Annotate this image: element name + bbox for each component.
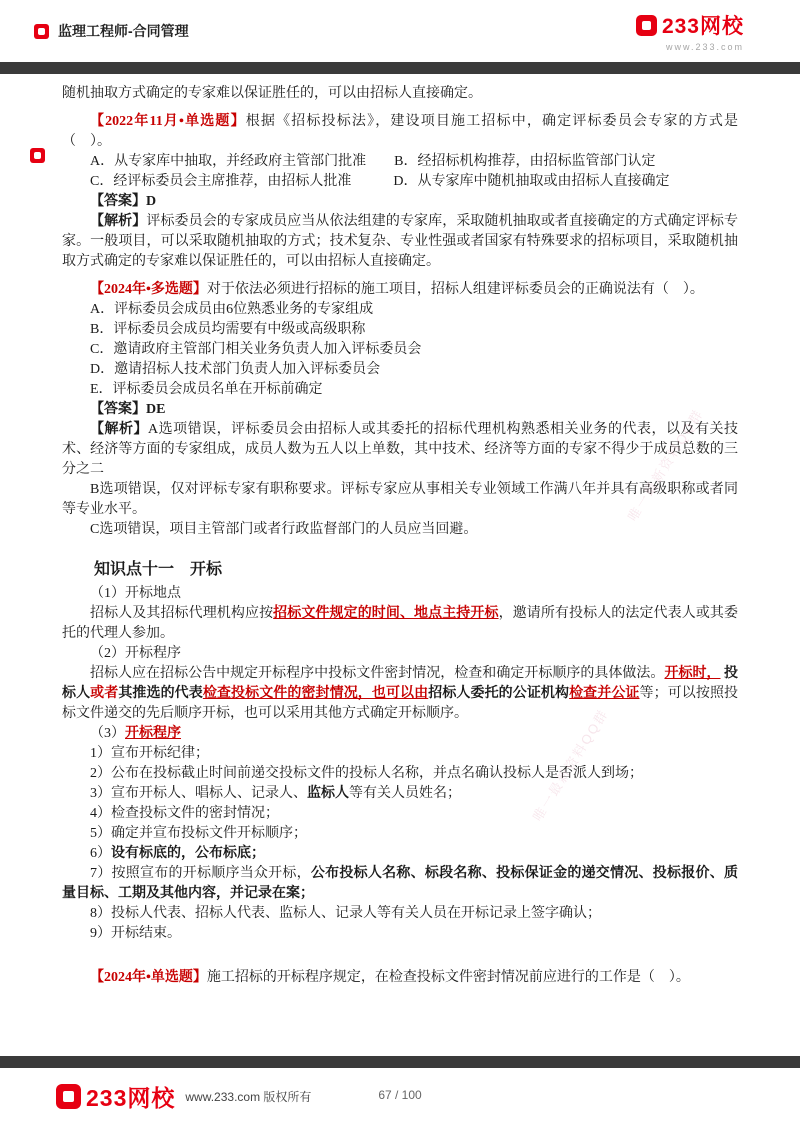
footer-brand-name: 233网校 (86, 1085, 176, 1111)
paragraph (62, 844, 738, 864)
text-run: （1）开标地点 (90, 586, 181, 601)
paragraph (62, 420, 738, 480)
text-run: A选项错误，评标委员会由招标人或其委托的招标代理机构熟悉相关业务的代表，以及有关技术、经济等方面的专家组成，成员人数为五人以上单数，其中技术、经济等方面的专家不得少于成员总数的三分之二 (62, 422, 739, 477)
text-run: 施工招标的开标程序规定，在检查投标文件密封情况前应进行的工作是（ ）。 (206, 970, 690, 985)
text-run: 对于依法必须进行招标的施工项目，招标人组建评标委员会的正确说法有（ ）。 (206, 282, 704, 297)
bottom-divider-bar (0, 1056, 800, 1068)
text-run: 9）开标结束。 (90, 926, 181, 941)
text-run: 等；可以按照投标文件递交的先后顺序开标，也可以采用其他方式确定开标顺序。 (62, 686, 739, 721)
text-run: B选项错误，仅对评标专家有职称要求。评标专家应从事相关专业领域工作满八年并具有高级职称或者同等专业水平。 (62, 482, 738, 517)
text-run: 监标人 (307, 786, 349, 801)
text-run: 【答案】D (90, 194, 157, 209)
paragraph (62, 280, 738, 300)
text-run: 根据《招标投标法》，建设项目施工招标中，确定评标委员会专家的方式是（ ）。 (62, 114, 738, 149)
text-run: 4）检查投标文件的密封情况； (90, 806, 279, 821)
text-run: 【解析】 (90, 422, 148, 437)
text-run: 公布投标人名称、标段名称、投标保证金的递交情况、投标报价、质量目标、工期及其他内容，并记录在案； (62, 866, 739, 901)
paragraph (62, 84, 738, 104)
text-run: 8）投标人代表、招标人代表、监标人、记录人等有关人员在开标记录上签字确认； (90, 906, 601, 921)
text-run: 检查投标文件的密封情况，也可以由 (202, 686, 429, 701)
page-number: 67 / 100 (378, 1088, 422, 1102)
paragraph (62, 644, 738, 664)
paragraph (62, 784, 738, 804)
question-marker-icon (30, 148, 45, 163)
text-run: 2）公布在投标截止时间前递交投标文件的投标人名称，并点名确认投标人是否派人到场； (90, 766, 643, 781)
text-run: A．评标委员会成员由6位熟悉业务的专家组成 (90, 302, 374, 317)
text-run: C．经评标委员会主席推荐，由招标人批准 D．从专家库中随机抽取或由招标人直接确定 (90, 174, 670, 189)
text-run: 6） (90, 846, 111, 861)
text-run: 3）宣布开标人、唱标人、记录人、 (90, 786, 307, 801)
paragraph (62, 320, 738, 340)
paragraph (62, 664, 738, 724)
watermark: 唯一最新资料QQ群 (529, 706, 612, 824)
footer (0, 1068, 800, 1132)
text-run: 招标文件规定的时间、地点主持开标 (273, 606, 499, 621)
paragraph (62, 824, 738, 844)
text-run: （3） (90, 726, 125, 741)
text-run: 招标人应在招标公告中规定开标程序中投标文件密封情况，检查和确定开标顺序的具体做法。 (90, 666, 665, 681)
text-run: 其推选的代表 (118, 686, 203, 701)
text-run: 检查并公证 (569, 686, 640, 701)
paragraph (62, 380, 738, 400)
brand-name: 233网校 (661, 15, 744, 38)
text-run: 或者 (90, 686, 119, 701)
brand-row (636, 10, 744, 40)
text-run: 【2024年•单选题】 (90, 970, 207, 985)
paragraph (62, 152, 738, 172)
paragraph (62, 744, 738, 764)
text-run: C选项错误，项目主管部门或者行政监督部门的人员应当回避。 (90, 522, 478, 537)
text-run: 随机抽取方式确定的专家难以保证胜任的，可以由招标人直接确定。 (62, 86, 482, 101)
text-run: （2）开标程序 (90, 646, 181, 661)
paragraph (62, 520, 738, 540)
text-run: ，邀请所有投标人的法定代表人或其委托的代理人参加。 (62, 606, 738, 641)
paragraph (62, 864, 738, 904)
question-marker-icon-inner (34, 152, 41, 159)
text-run: A．从专家库中抽取，并经政府主管部门批准 B．经招标机构推荐，由招标监管部门认定 (90, 154, 656, 169)
paragraph (62, 212, 738, 272)
text-run: 【2022年11月•单选题】 (90, 114, 246, 129)
paragraph (62, 968, 738, 988)
text-run: 评标委员会的专家成员应当从依法组建的专家库，采取随机抽取或者直接确定的方式确定评标专家。一般项目，可以采取随机抽取的方式；技术复杂、专业性强或者国家有特殊要求的招标项目，采取随机抽取方式确定的专家难以保证胜任的，可以由招标人直接确定。 (62, 214, 739, 269)
paragraph (62, 764, 738, 784)
text-run: 7）按照宣布的开标顺序当众开标， (90, 866, 311, 881)
text-run: 知识点十一 开标 (94, 561, 223, 578)
text-run: 1）宣布开标纪律； (90, 746, 209, 761)
paragraph (62, 480, 738, 520)
paragraph (62, 112, 738, 152)
paragraph (62, 804, 738, 824)
paragraph (62, 724, 738, 744)
watermark: 唯一最新资料QQ群 (624, 406, 707, 524)
text-run: C．邀请政府主管部门相关业务负责人加入评标委员会 (90, 342, 422, 357)
header-left (34, 21, 189, 41)
text-run: 开标程序 (125, 726, 181, 741)
paragraph (62, 400, 738, 420)
header (0, 0, 800, 62)
text-run: 等有关人员姓名； (349, 786, 461, 801)
section-heading (62, 560, 738, 580)
paragraph (62, 604, 738, 644)
copyright-text: www.233.com 版权所有 (185, 1090, 312, 1104)
bookmark-icon (34, 24, 49, 39)
paragraph (62, 360, 738, 380)
paragraph (62, 904, 738, 924)
text-run: 设有标底的，公布标底； (111, 846, 265, 861)
paragraph (62, 192, 738, 212)
bookmark-icon-inner (38, 28, 45, 35)
paragraph (62, 584, 738, 604)
text-run: 【答案】DE (90, 402, 166, 417)
brand-logo-icon-inner (642, 21, 651, 30)
text-run: D．邀请招标人技术部门负责人加入评标委员会 (90, 362, 381, 377)
text-run: B．评标委员会成员均需要有中级或高级职称 (90, 322, 366, 337)
text-run: 招标人委托的公证机构 (428, 686, 570, 701)
brand-logo-icon (636, 15, 657, 36)
document-title: 监理工程师-合同管理 (58, 23, 189, 39)
text-run: 开标时， (664, 666, 721, 681)
text-run: 【2024年•多选题】 (90, 282, 207, 297)
text-run: 招标人及其招标代理机构应按 (90, 606, 274, 621)
brand-site-url: www.233.com (665, 42, 744, 52)
top-divider-bar (0, 62, 800, 74)
header-brand (636, 10, 744, 52)
content (62, 84, 738, 988)
text-run: 投标人 (62, 666, 739, 701)
paragraph (62, 340, 738, 360)
paragraph (62, 300, 738, 320)
paragraph (62, 924, 738, 944)
text-run: 5）确定并宣布投标文件开标顺序； (90, 826, 307, 841)
text-run: 【解析】 (90, 214, 147, 229)
paragraph (62, 172, 738, 192)
text-run: E．评标委员会成员名单在开标前确定 (90, 382, 323, 397)
